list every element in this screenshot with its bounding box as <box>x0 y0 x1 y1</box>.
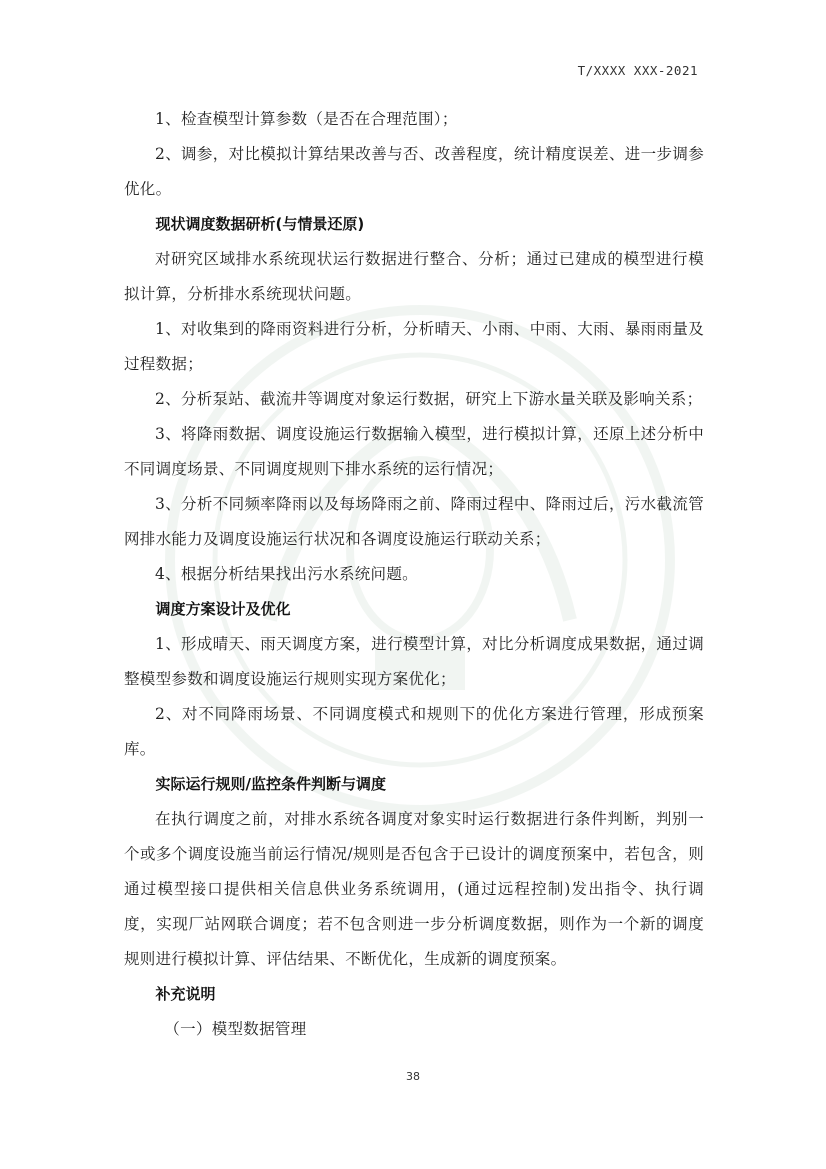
paragraph: 1、检查模型计算参数（是否在合理范围）； <box>155 110 458 128</box>
paragraph: 2、调参，对比模拟计算结果改善与否、改善程度，统计精度误差、进一步调参优化。 <box>124 145 704 198</box>
paragraph: 1、对收集到的降雨资料进行分析，分析晴天、小雨、中雨、大雨、暴雨雨量及过程数据； <box>124 320 704 373</box>
page-number: 38 <box>406 1070 420 1083</box>
document-code: T/XXXX XXX-2021 <box>577 63 698 78</box>
paragraph: 1、形成晴天、雨天调度方案，进行模型计算，对比分析调度成果数据，通过调整模型参数和调度设施运行规则实现方案优化； <box>124 635 704 688</box>
paragraph: 3、分析不同频率降雨以及每场降雨之前、降雨过程中、降雨过后，污水截流管网排水能力及调度设施运行状况和各调度设施运行联动关系； <box>124 495 704 548</box>
paragraph: 在执行调度之前，对排水系统各调度对象实时运行数据进行条件判断，判别一个或多个调度设施当前运行情况/规则是否包含于已设计的调度预案中，若包含，则通过模型接口提供相关信息供业务系统调用，(通过远程控制)发出指令、执行调度，实现厂站网联合调度；若不包含则进一步分析调度数据，则作为一个新的调度规则进行模拟计算、评估结果、不断优化，生成新的调度预案。 <box>124 810 704 968</box>
paragraph: 4、根据分析结果找出污水系统问题。 <box>155 565 418 583</box>
paragraph: 对研究区域排水系统现状运行数据进行整合、分析；通过已建成的模型进行模拟计算，分析排水系统现状问题。 <box>124 250 704 303</box>
section-heading: 现状调度数据研析(与情景还原) <box>155 215 365 233</box>
section-heading: 补充说明 <box>155 985 216 1003</box>
paragraph: 2、对不同降雨场景、不同调度模式和规则下的优化方案进行管理，形成预案库。 <box>124 705 704 758</box>
paragraph: 2、分析泵站、截流井等调度对象运行数据，研究上下游水量关联及影响关系； <box>155 390 703 408</box>
paragraph: 3、将降雨数据、调度设施运行数据输入模型，进行模拟计算，还原上述分析中不同调度场景、不同调度规则下排水系统的运行情况； <box>124 425 704 478</box>
section-heading: 调度方案设计及优化 <box>155 600 291 618</box>
subsection-title: （一）模型数据管理 <box>164 1020 307 1038</box>
document-body <box>124 102 704 1047</box>
section-heading: 实际运行规则/监控条件判断与调度 <box>155 775 386 793</box>
